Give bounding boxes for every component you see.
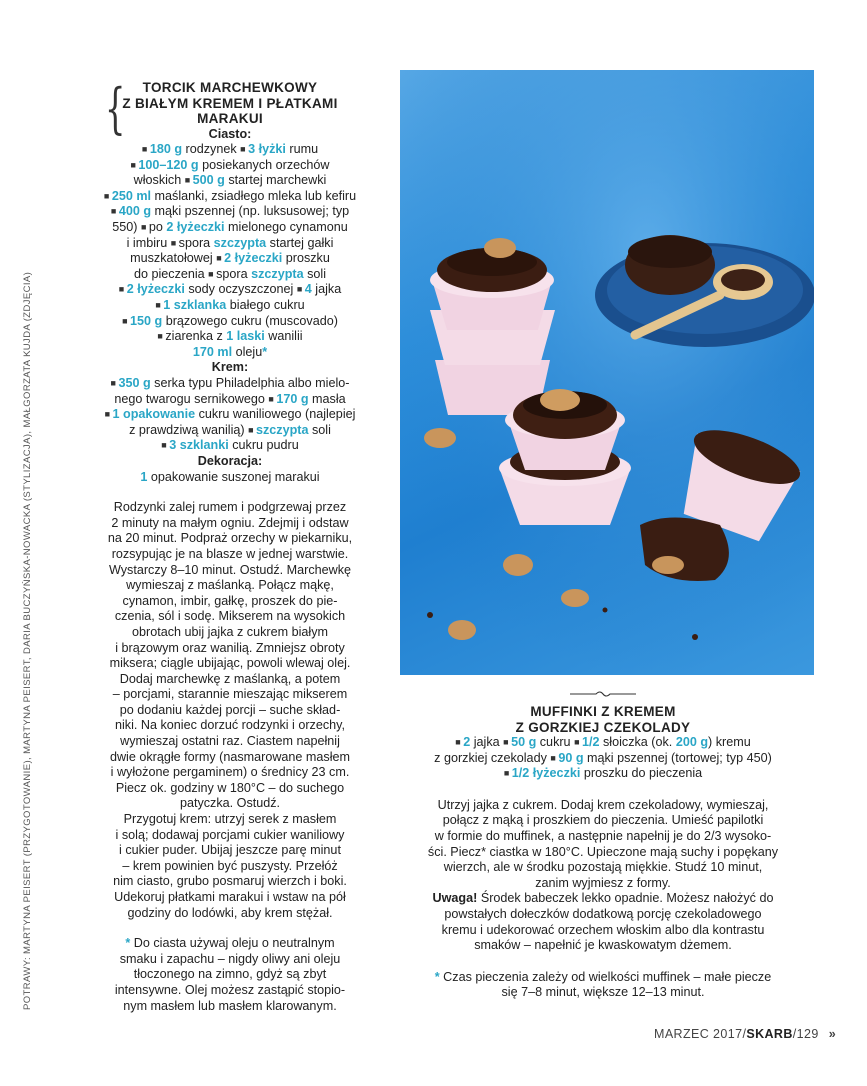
ingredient-text: masła — [308, 391, 346, 406]
text-line: Piecz ok. godziny w 180°C – do suchego — [115, 780, 345, 795]
text-line: Środek babeczek lekko opadnie. Możesz nałożyć do — [480, 891, 774, 906]
ingredient-amount: 1 laski — [226, 329, 265, 344]
bullet-square-icon: ■ — [110, 378, 119, 388]
bullet-square-icon: ■ — [296, 284, 305, 295]
ingredient-amount: 170 ml — [192, 344, 233, 359]
ingredient-line — [80, 392, 380, 408]
ingredient-text: z prawdziwą wanilią) — [129, 422, 249, 437]
muffins-method — [410, 798, 796, 892]
ingredient-line — [80, 298, 380, 314]
title-brace-ornament: { — [104, 77, 126, 140]
ingredient-amount: 250 ml — [111, 188, 152, 203]
ingredient-amount: 2 — [463, 735, 471, 749]
page-footer — [654, 1027, 836, 1041]
ingredient-text: mąki pszennej (tortowej; typ 450) — [583, 750, 772, 765]
ingredient-text: soli — [303, 266, 327, 281]
ingredient-text: 550) — [112, 220, 141, 235]
bullet-square-icon: ■ — [104, 409, 113, 420]
ingredient-amount: 100–120 g — [138, 157, 199, 172]
text-line: cynamon, imbir, gałkę, proszek do pie- — [122, 593, 338, 608]
ingredient-amount: szczypta — [251, 266, 304, 281]
bullet-square-icon: ■ — [122, 315, 130, 326]
text-line: Czas pieczenia zależy od wielkości muffinek – małe piecze — [443, 969, 772, 984]
ingredient-text: sody oczyszczonej — [184, 282, 297, 297]
text-line: powstałych dołeczków dodatkową porcję czekoladowego — [444, 906, 762, 921]
ingredient-amount: 1/2 — [582, 735, 600, 749]
ingredient-text: i imbiru — [126, 235, 171, 250]
text-line: – krem powinien być puszysty. Przełóż — [122, 858, 338, 873]
ingredient-text: z gorzkiej czekolady — [434, 750, 551, 765]
ingredient-text: mąki pszennej (np. luksusowej; typ — [151, 204, 350, 219]
ingredient-text: spora — [216, 266, 252, 281]
text-line: obrotach ubij jajka z cukrem białym — [132, 624, 328, 639]
ingredient-text: po — [148, 220, 167, 235]
text-line: w formie do muffinek, a następnie napełnij je do 2/3 wysoko- — [434, 828, 772, 843]
ingredient-line — [80, 376, 380, 392]
ingredient-amount: 2 łyżeczki — [224, 251, 283, 266]
ingredient-amount: 1 szklanka — [163, 298, 227, 313]
page-number: /129 — [792, 1027, 819, 1041]
ingredient-text: wanilii — [264, 329, 303, 344]
text-line: Rodzynki zalej rumem i podgrzewaj przez — [113, 500, 347, 515]
ingredient-text: spora — [178, 235, 214, 250]
ingredient-amount: 2 łyżeczki — [126, 282, 185, 297]
bullet-square-icon: ■ — [118, 284, 127, 295]
dekoracja-ingredients — [80, 470, 380, 486]
ingredient-amount: 2 łyżeczki — [166, 220, 225, 235]
text-line: i brązowym oraz wanilią. Zmniejsz obroty — [115, 640, 345, 655]
ciasto-label: Ciasto: — [208, 126, 252, 141]
note-text — [443, 970, 771, 1000]
ingredient-line — [80, 329, 380, 345]
krem-ingredients — [80, 376, 380, 454]
text-line: – porcjami, starannie mieszając mikserem — [112, 687, 348, 702]
ingredient-text: brązowego cukru (muscovado) — [162, 313, 338, 328]
bullet-square-icon: ■ — [110, 206, 119, 217]
dekoracja-label: Dekoracja: — [197, 453, 263, 468]
note-text — [115, 936, 345, 1012]
ingredient-line — [410, 751, 796, 767]
text-line: 2 minuty na małym ogniu. Zdejmij i odstaw — [111, 515, 349, 530]
muffins-illustration — [400, 70, 814, 675]
muffins-photo — [400, 70, 814, 675]
text-line: miksera; ciągle ubijając, powoli wlewaj olej. — [109, 656, 351, 671]
muffins-note — [410, 970, 796, 1001]
bullet-square-icon: ■ — [130, 159, 139, 170]
text-line: ści. Piecz* ciastka w 180°C. Upieczone mają suchy i popękany — [427, 844, 779, 859]
bullet-square-icon: ■ — [216, 253, 225, 264]
ingredient-amount: 200 g — [675, 735, 709, 749]
bullet-square-icon: ■ — [268, 393, 277, 404]
ingredient-line — [410, 766, 796, 782]
ingredient-amount: 500 g — [192, 173, 225, 188]
photo-credits: POTRAWY: MARTYNA PEISERT (PRZYGOTOWANIE), MARTYNA PEISERT, DARIA BUCZYŃSKA-NOWACKA (STYLIZACJA), MAŁGORZATA KUJDA (ZDJĘCIA) — [22, 271, 33, 1010]
ingredient-amount: 150 g — [130, 313, 163, 328]
bullet-square-icon: ■ — [248, 424, 256, 435]
ingredient-text: cukru — [536, 735, 575, 749]
uwaga-text — [442, 891, 774, 952]
ingredient-amount: 1/2 łyżeczki — [511, 766, 581, 781]
bullet-square-icon: ■ — [161, 440, 170, 451]
ingredient-amount: 1 opakowanie — [112, 407, 196, 422]
title-line: MARAKUI — [197, 111, 263, 126]
method-paragraph-1 — [80, 500, 380, 812]
title-line: TORCIK MARCHEWKOWY — [142, 80, 318, 95]
ingredient-line — [80, 282, 380, 298]
bullet-square-icon: ■ — [550, 752, 559, 763]
ingredient-text: oleju — [232, 344, 263, 359]
ingredient-amount: 180 g — [149, 142, 183, 157]
text-line: intensywne. Olej możesz zastąpić stopio- — [114, 982, 346, 997]
ingredient-line — [80, 267, 380, 283]
ingredient-text: słoiczka (ok. — [599, 735, 676, 749]
text-line: po dodaniu każdej porcji – suche skład- — [119, 702, 341, 717]
uwaga-label: Uwaga! — [432, 891, 478, 906]
bullet-square-icon: ■ — [140, 222, 149, 233]
carrot-cake-title — [80, 80, 380, 127]
ingredient-text: proszku do pieczenia — [580, 766, 703, 781]
ingredient-line — [80, 173, 380, 189]
ingredient-amount: 1 — [140, 469, 148, 484]
ingredient-text: startej gałki — [266, 235, 334, 250]
issue-date: MARZEC 2017/ — [654, 1027, 747, 1041]
krem-label: Krem: — [211, 360, 249, 375]
note-star: * — [434, 969, 440, 984]
ingredient-text: nego twarogu sernikowego — [114, 391, 269, 406]
text-line: wymieszaj z maślanką. Połącz mąkę, — [126, 578, 334, 593]
muffins-ingredients — [410, 735, 796, 782]
bullet-square-icon: ■ — [240, 144, 249, 155]
text-line: godziny do lodówki, aby krem stężał. — [127, 905, 333, 920]
text-line: nim ciasto, grubo posmaruj wierzch i boki. — [113, 874, 347, 889]
ingredient-line — [80, 423, 380, 439]
bullet-square-icon: ■ — [503, 737, 512, 747]
ingredient-text: opakowanie suszonej marakui — [147, 469, 320, 484]
title-line: MUFFINKI Z KREMEM — [530, 704, 676, 719]
bullet-square-icon: ■ — [455, 737, 464, 747]
title-ornament-icon — [568, 688, 638, 700]
text-line: Utrzyj jajka z cukrem. Dodaj krem czekoladowy, wymieszaj, — [437, 797, 769, 812]
text-line: połącz z mąką i proszkiem do pieczenia. Umieść papilotki — [442, 813, 764, 828]
ingredient-amount: 350 g — [118, 376, 151, 390]
ingredient-text: posiekanych orzechów — [198, 157, 330, 172]
ingredient-text: ) kremu — [708, 735, 751, 749]
ingredient-text: cukru pudru — [228, 438, 299, 453]
ingredient-line — [80, 189, 380, 205]
ingredient-line — [80, 251, 380, 267]
ingredient-text: cukru waniliowego (najlepiej — [195, 407, 356, 422]
ingredient-amount: 3 łyżki — [248, 142, 286, 157]
ingredient-line — [80, 220, 380, 236]
method-paragraph-2 — [80, 812, 380, 921]
title-line: Z GORZKIEJ CZEKOLADY — [515, 719, 691, 735]
text-line: dwie okrągłe formy (nasmarowane masłem — [109, 749, 351, 764]
magazine-brand: SKARB — [746, 1027, 793, 1041]
text-line: tłoczonego na zimno, gdyż są zbyt — [133, 967, 327, 982]
ingredient-text: startej marchewki — [224, 173, 327, 188]
bullet-square-icon: ■ — [208, 268, 217, 279]
ingredient-text: serka typu Philadelphia albo mielo- — [150, 376, 350, 390]
note-paragraph — [80, 936, 380, 1014]
title-line: Z BIAŁYM KREMEM I PŁATKAMI — [122, 95, 338, 111]
text-line: Udekoruj płatkami marakui i wstaw na pół — [114, 890, 346, 904]
chocolate-muffins-recipe — [410, 688, 796, 1001]
ingredient-line — [80, 345, 380, 361]
ingredient-amount: szczypta — [213, 235, 267, 250]
text-line: patyczka. Ostudź. — [179, 796, 281, 811]
text-line: na 20 minut. Podpraż orzechy w piekarniku, — [107, 531, 353, 546]
ingredient-line — [80, 438, 380, 454]
bullet-square-icon: ■ — [184, 175, 193, 186]
text-line: Wystarczy 8–10 minut. Ostudź. Marchewkę — [108, 562, 352, 577]
note-star: * — [125, 936, 131, 951]
ingredient-amount: 4 — [304, 282, 312, 297]
bullet-square-icon: ■ — [574, 737, 582, 747]
text-line: smaków – napełnić je kwaskowatym dżemem. — [474, 938, 732, 953]
text-line: niki. Na koniec dorzuć rodzynki i orzechy, — [114, 718, 346, 733]
text-line: i solą; dodawaj porcjami cukier waniliowy — [115, 827, 345, 842]
uwaga-paragraph — [410, 891, 796, 953]
ingredient-amount: szczypta — [256, 422, 309, 437]
text-line: rozsypując je na blasze w jednej warstwie. — [111, 546, 349, 561]
text-line: czenia, sól i sodę. Mikserem na wysokich — [114, 609, 346, 624]
ingredient-line — [410, 735, 796, 751]
ingredient-amount: 3 szklanki — [169, 438, 229, 453]
ingredient-text: włoskich — [133, 173, 185, 188]
text-line: smaku i zapachu – nigdy oliwy ani oleju — [119, 951, 341, 966]
text-line: nym masłem lub masłem klarowanym. — [123, 998, 337, 1013]
text-line: Dodaj marchewkę z maślanką, a potem — [119, 671, 341, 686]
text-line: wierzch, ale w środku pozostają miękkie. Studź 10 minut, — [443, 860, 763, 875]
carrot-cake-recipe — [80, 77, 380, 1014]
muffins-title — [410, 704, 796, 735]
ingredient-line — [80, 142, 380, 158]
text-line: zanim wyjmiesz z formy. — [535, 875, 671, 890]
text-line: i cukier puder. Ubijaj jeszcze parę minut — [119, 843, 341, 858]
text-line: wymieszaj ostatni raz. Ciastem napełnij — [120, 734, 340, 749]
ingredient-text: białego cukru — [226, 298, 305, 313]
ingredient-text: do pieczenia — [133, 266, 209, 281]
ingredient-amount: * — [262, 344, 268, 359]
bullet-square-icon: ■ — [155, 300, 164, 311]
ingredient-line — [80, 158, 380, 174]
bullet-square-icon: ■ — [170, 237, 179, 248]
text-line: się 7–8 minut, większe 12–13 minut. — [501, 985, 705, 1000]
ingredient-text: muszkatołowej — [130, 251, 217, 266]
ingredient-text: mielonego cynamonu — [224, 220, 348, 235]
ingredient-line — [80, 204, 380, 220]
ingredient-amount: 400 g — [118, 204, 152, 219]
bullet-square-icon: ■ — [503, 768, 512, 779]
text-line: Przygotuj krem: utrzyj serek z masłem — [123, 812, 337, 827]
text-line: kremu i udekorować orzechem włoskim albo dla kontrastu — [441, 922, 765, 937]
bullet-square-icon: ■ — [103, 190, 112, 201]
ingredient-text: proszku — [282, 251, 330, 266]
ingredient-text: rumu — [285, 142, 319, 157]
ingredient-text: soli — [308, 422, 331, 437]
ingredient-amount: 170 g — [276, 391, 309, 406]
next-page-arrows-icon: » — [828, 1027, 837, 1041]
text-line: Do ciasta używaj oleju o neutralnym — [133, 936, 335, 951]
ingredient-line — [80, 236, 380, 252]
ingredient-text: jajka — [311, 282, 342, 297]
ingredient-line — [80, 470, 380, 486]
ingredient-text: maślanki, zsiadłego mleka lub kefiru — [151, 188, 357, 203]
ciasto-ingredients — [80, 142, 380, 360]
bullet-square-icon: ■ — [157, 331, 166, 342]
ingredient-text: rodzynek — [182, 142, 241, 157]
ingredient-text: jajka — [470, 735, 504, 749]
bullet-square-icon: ■ — [141, 144, 150, 155]
text-line: i wyłożone pergaminem) o średnicy 23 cm. — [110, 765, 350, 780]
ingredient-amount: 50 g — [511, 735, 537, 749]
ingredient-amount: 90 g — [558, 750, 584, 765]
ingredient-line — [80, 314, 380, 330]
ingredient-text: ziarenka z — [165, 329, 227, 344]
ingredient-line — [80, 407, 380, 423]
